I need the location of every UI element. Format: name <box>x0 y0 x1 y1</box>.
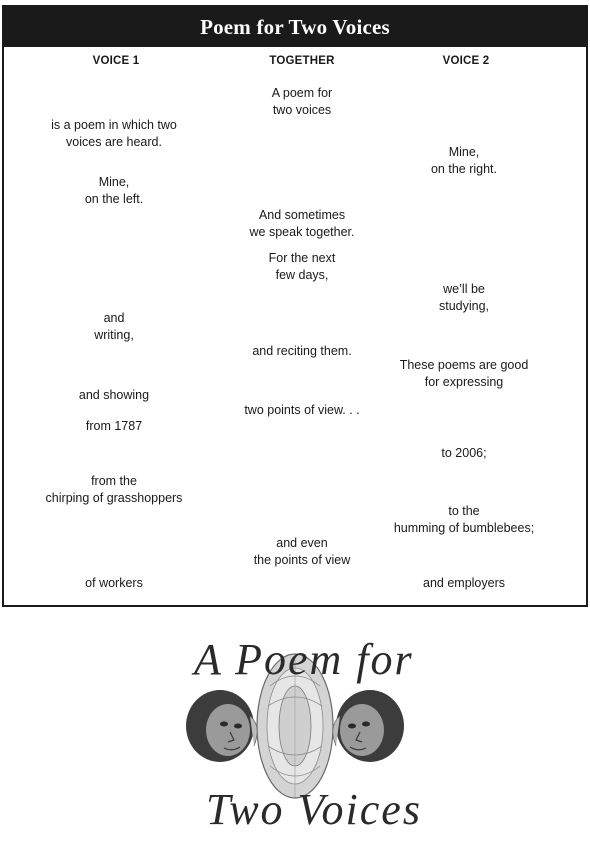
voice1-line-5: from 1787 <box>85 419 143 433</box>
poem-title: Poem for Two Voices <box>200 14 390 39</box>
right-face-portrait <box>333 690 404 762</box>
voice1-line-2: Mine, on the left. <box>84 175 144 206</box>
together-line-2: And sometimes we speak together. <box>249 208 355 239</box>
voice2-line-5: to the humming of bumblebees; <box>393 504 535 535</box>
voice2-line-4: to 2006; <box>441 446 487 460</box>
voice1-line-3: and writing, <box>94 311 134 342</box>
voice2-line-1: Mine, on the right. <box>430 145 497 176</box>
script-title-top: A Poem for <box>194 635 414 684</box>
together-line-1: A poem for two voices <box>271 86 333 117</box>
poem-illustration <box>150 626 440 838</box>
voice1-line-4: and showing <box>78 388 150 402</box>
header-together: TOGETHER <box>269 55 335 67</box>
voice1-line-6: from the chirping of grasshoppers <box>45 474 183 505</box>
voice2-line-2: we’ll be studying, <box>438 282 490 313</box>
together-line-6: and even the points of view <box>253 536 351 567</box>
together-line-5: two points of view. . . <box>244 403 360 417</box>
left-face-portrait <box>186 690 257 762</box>
together-line-3: For the next few days, <box>268 251 336 282</box>
voice1-line-7: of workers <box>85 576 143 590</box>
script-title-bottom: Two Voices <box>206 785 422 834</box>
voice2-line-3: These poems are good for expressing <box>399 358 529 389</box>
header-voice-1: VOICE 1 <box>92 55 140 67</box>
header-voice-2: VOICE 2 <box>442 55 490 67</box>
title-bar <box>4 7 586 47</box>
voice1-line-1: is a poem in which two voices are heard. <box>51 118 177 149</box>
poem-frame <box>2 5 588 607</box>
voice2-line-6: and employers <box>423 576 505 590</box>
together-line-4: and reciting them. <box>252 344 352 358</box>
